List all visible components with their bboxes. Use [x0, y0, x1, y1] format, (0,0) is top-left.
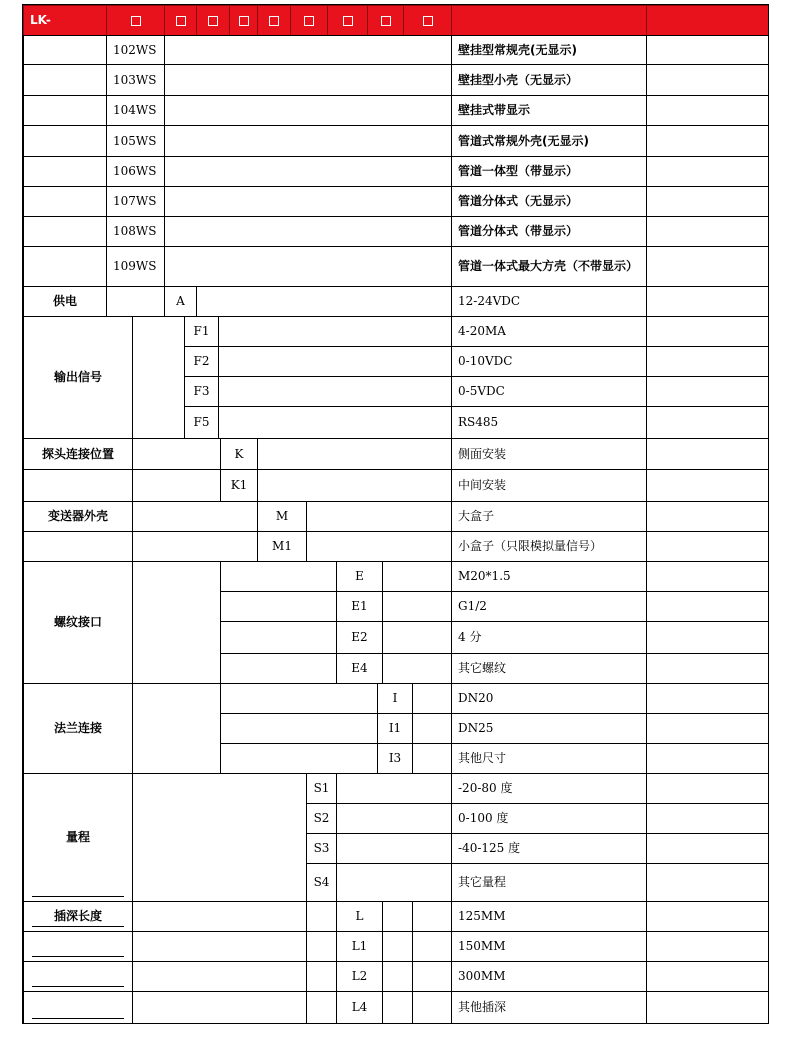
table-cell: [164, 125, 452, 157]
model-code: 104WS: [106, 95, 165, 126]
table-cell: [164, 246, 452, 287]
placeholder-box-icon: [304, 16, 314, 26]
table-cell: [412, 931, 452, 962]
table-cell: [23, 531, 133, 562]
table-cell: [132, 991, 307, 1024]
table-cell: [646, 501, 769, 532]
table-cell: [306, 961, 337, 992]
table-cell: [336, 773, 452, 804]
table-cell: [646, 743, 769, 774]
section-label-thread: 螺纹接口: [23, 561, 133, 684]
table-cell: [382, 653, 452, 684]
table-cell: [218, 346, 452, 377]
table-cell: [646, 246, 769, 287]
label-underline: [32, 1018, 124, 1019]
option-placeholder: [367, 5, 404, 36]
table-cell: [646, 35, 769, 65]
table-cell: [218, 376, 452, 407]
table-cell: [646, 901, 769, 932]
option-description: DN25: [451, 713, 647, 744]
header-cell: [451, 5, 647, 36]
option-code: A: [164, 286, 197, 317]
table-cell: [646, 991, 769, 1024]
option-code: S4: [306, 863, 337, 902]
option-description: G1/2: [451, 591, 647, 622]
table-cell: [336, 833, 452, 864]
option-description: 大盒子: [451, 501, 647, 532]
option-description: 4-20MA: [451, 316, 647, 347]
model-description: 壁挂型小壳（无显示）: [451, 64, 647, 96]
model-description: 壁挂式带显示: [451, 95, 647, 126]
table-cell: [220, 621, 337, 654]
table-cell: [23, 186, 107, 217]
option-code: L1: [336, 931, 383, 962]
option-placeholder: [327, 5, 368, 36]
option-code: E1: [336, 591, 383, 622]
table-cell: [23, 991, 133, 1024]
table-cell: [132, 501, 258, 532]
option-description: -40-125 度: [451, 833, 647, 864]
label-underline: [32, 986, 124, 987]
table-cell: [646, 376, 769, 407]
option-description: 小盒子（只限模拟量信号）: [451, 531, 647, 562]
option-placeholder: [229, 5, 258, 36]
option-code: S1: [306, 773, 337, 804]
table-cell: [23, 35, 107, 65]
model-description: 管道一体式最大方壳（不带显示）: [451, 246, 647, 287]
table-cell: [646, 773, 769, 804]
option-description: 侧面安装: [451, 438, 647, 470]
table-cell: [646, 286, 769, 317]
option-description: -20-80 度: [451, 773, 647, 804]
table-cell: [412, 961, 452, 992]
option-code: F5: [184, 406, 219, 439]
table-cell: [23, 95, 107, 126]
table-cell: [23, 125, 107, 157]
model-code: 109WS: [106, 246, 165, 287]
table-cell: [382, 591, 452, 622]
option-placeholder: [403, 5, 452, 36]
model-code: 103WS: [106, 64, 165, 96]
table-cell: [646, 125, 769, 157]
label-underline: [32, 926, 124, 927]
model-code: 105WS: [106, 125, 165, 157]
section-label-range: 量程: [23, 773, 133, 902]
table-cell: [164, 95, 452, 126]
option-description: 0-100 度: [451, 803, 647, 834]
table-cell: [257, 438, 452, 470]
selection-table: [22, 4, 769, 1024]
table-cell: [646, 406, 769, 439]
model-code: 108WS: [106, 216, 165, 247]
table-cell: [412, 713, 452, 744]
table-cell: [220, 653, 337, 684]
table-cell: [132, 683, 221, 774]
table-cell: [646, 713, 769, 744]
section-label-depth: 插深长度: [23, 901, 133, 932]
option-code: E4: [336, 653, 383, 684]
option-description: 125MM: [451, 901, 647, 932]
table-cell: [382, 901, 413, 932]
option-code: F2: [184, 346, 219, 377]
option-placeholder: [164, 5, 197, 36]
table-cell: [646, 316, 769, 347]
table-cell: [646, 621, 769, 654]
option-placeholder: [106, 5, 165, 36]
table-cell: [132, 901, 307, 932]
option-code: I: [377, 683, 413, 714]
option-placeholder: [196, 5, 230, 36]
table-cell: [382, 961, 413, 992]
placeholder-box-icon: [176, 16, 186, 26]
header-cell: [646, 5, 769, 36]
table-cell: [23, 961, 133, 992]
model-code: 102WS: [106, 35, 165, 65]
table-cell: [218, 316, 452, 347]
table-cell: [220, 591, 337, 622]
table-cell: [257, 469, 452, 502]
option-code: L4: [336, 991, 383, 1024]
option-description: 其他插深: [451, 991, 647, 1024]
option-code: M1: [257, 531, 307, 562]
option-description: 300MM: [451, 961, 647, 992]
option-description: 0-5VDC: [451, 376, 647, 407]
table-cell: [382, 621, 452, 654]
table-cell: [164, 35, 452, 65]
table-cell: [106, 286, 165, 317]
model-prefix: LK-: [23, 5, 107, 36]
table-cell: [646, 683, 769, 714]
table-cell: [196, 286, 452, 317]
table-cell: [306, 991, 337, 1024]
model-code: 107WS: [106, 186, 165, 217]
table-cell: [220, 713, 378, 744]
section-label-flange: 法兰连接: [23, 683, 133, 774]
section-label-probe: 探头连接位置: [23, 438, 133, 470]
option-placeholder: [257, 5, 291, 36]
table-cell: [306, 931, 337, 962]
placeholder-box-icon: [423, 16, 433, 26]
option-description: 4 分: [451, 621, 647, 654]
label-underline: [32, 956, 124, 957]
table-cell: [646, 156, 769, 187]
table-cell: [132, 931, 307, 962]
option-description: M20*1.5: [451, 561, 647, 592]
table-cell: [646, 931, 769, 962]
model-description: 管道式常规外壳(无显示): [451, 125, 647, 157]
section-label-output: 输出信号: [23, 316, 133, 439]
table-cell: [336, 803, 452, 834]
table-cell: [646, 438, 769, 470]
table-cell: [164, 64, 452, 96]
option-code: K: [220, 438, 258, 470]
placeholder-box-icon: [208, 16, 218, 26]
placeholder-box-icon: [381, 16, 391, 26]
table-cell: [412, 743, 452, 774]
table-cell: [132, 531, 258, 562]
option-description: 其它螺纹: [451, 653, 647, 684]
option-code: S2: [306, 803, 337, 834]
option-code: L: [336, 901, 383, 932]
table-cell: [306, 501, 452, 532]
model-description: 壁挂型常规壳(无显示): [451, 35, 647, 65]
table-cell: [306, 901, 337, 932]
option-code: E: [336, 561, 383, 592]
table-cell: [412, 683, 452, 714]
option-description: 150MM: [451, 931, 647, 962]
option-placeholder: [290, 5, 328, 36]
option-code: I3: [377, 743, 413, 774]
table-cell: [164, 216, 452, 247]
table-cell: [646, 346, 769, 377]
table-cell: [646, 653, 769, 684]
table-cell: [132, 561, 221, 684]
table-cell: [132, 316, 185, 439]
table-cell: [646, 803, 769, 834]
option-code: F3: [184, 376, 219, 407]
placeholder-box-icon: [131, 16, 141, 26]
table-cell: [336, 863, 452, 902]
option-description: 12-24VDC: [451, 286, 647, 317]
table-cell: [382, 931, 413, 962]
option-description: 0-10VDC: [451, 346, 647, 377]
table-cell: [306, 531, 452, 562]
option-code: I1: [377, 713, 413, 744]
model-description: 管道分体式（带显示）: [451, 216, 647, 247]
option-code: L2: [336, 961, 383, 992]
option-code: M: [257, 501, 307, 532]
placeholder-box-icon: [343, 16, 353, 26]
placeholder-box-icon: [239, 16, 249, 26]
option-description: 其他尺寸: [451, 743, 647, 774]
option-code: F1: [184, 316, 219, 347]
table-cell: [382, 991, 413, 1024]
table-cell: [646, 186, 769, 217]
section-label-power: 供电: [23, 286, 107, 317]
table-cell: [23, 64, 107, 96]
table-cell: [132, 961, 307, 992]
option-code: K1: [220, 469, 258, 502]
table-cell: [23, 156, 107, 187]
option-code: E2: [336, 621, 383, 654]
option-description: 中间安装: [451, 469, 647, 502]
table-cell: [220, 743, 378, 774]
option-description: DN20: [451, 683, 647, 714]
table-cell: [646, 216, 769, 247]
table-cell: [646, 863, 769, 902]
table-cell: [412, 901, 452, 932]
table-cell: [132, 773, 307, 902]
table-cell: [646, 961, 769, 992]
table-cell: [23, 931, 133, 962]
section-label-housing: 变送器外壳: [23, 501, 133, 532]
table-cell: [646, 833, 769, 864]
table-cell: [23, 246, 107, 287]
placeholder-box-icon: [269, 16, 279, 26]
table-cell: [646, 591, 769, 622]
model-description: 管道分体式（无显示）: [451, 186, 647, 217]
table-cell: [382, 561, 452, 592]
label-underline: [32, 896, 124, 897]
table-cell: [132, 438, 221, 470]
table-cell: [646, 64, 769, 96]
table-cell: [646, 531, 769, 562]
table-cell: [220, 561, 337, 592]
table-cell: [23, 216, 107, 247]
model-description: 管道一体型（带显示）: [451, 156, 647, 187]
option-description: RS485: [451, 406, 647, 439]
table-cell: [220, 683, 378, 714]
table-cell: [164, 156, 452, 187]
table-cell: [646, 561, 769, 592]
table-cell: [412, 991, 452, 1024]
table-cell: [132, 469, 221, 502]
table-cell: [23, 469, 133, 502]
table-cell: [218, 406, 452, 439]
model-code: 106WS: [106, 156, 165, 187]
table-cell: [164, 186, 452, 217]
option-description: 其它量程: [451, 863, 647, 902]
option-code: S3: [306, 833, 337, 864]
table-cell: [646, 95, 769, 126]
table-cell: [646, 469, 769, 502]
